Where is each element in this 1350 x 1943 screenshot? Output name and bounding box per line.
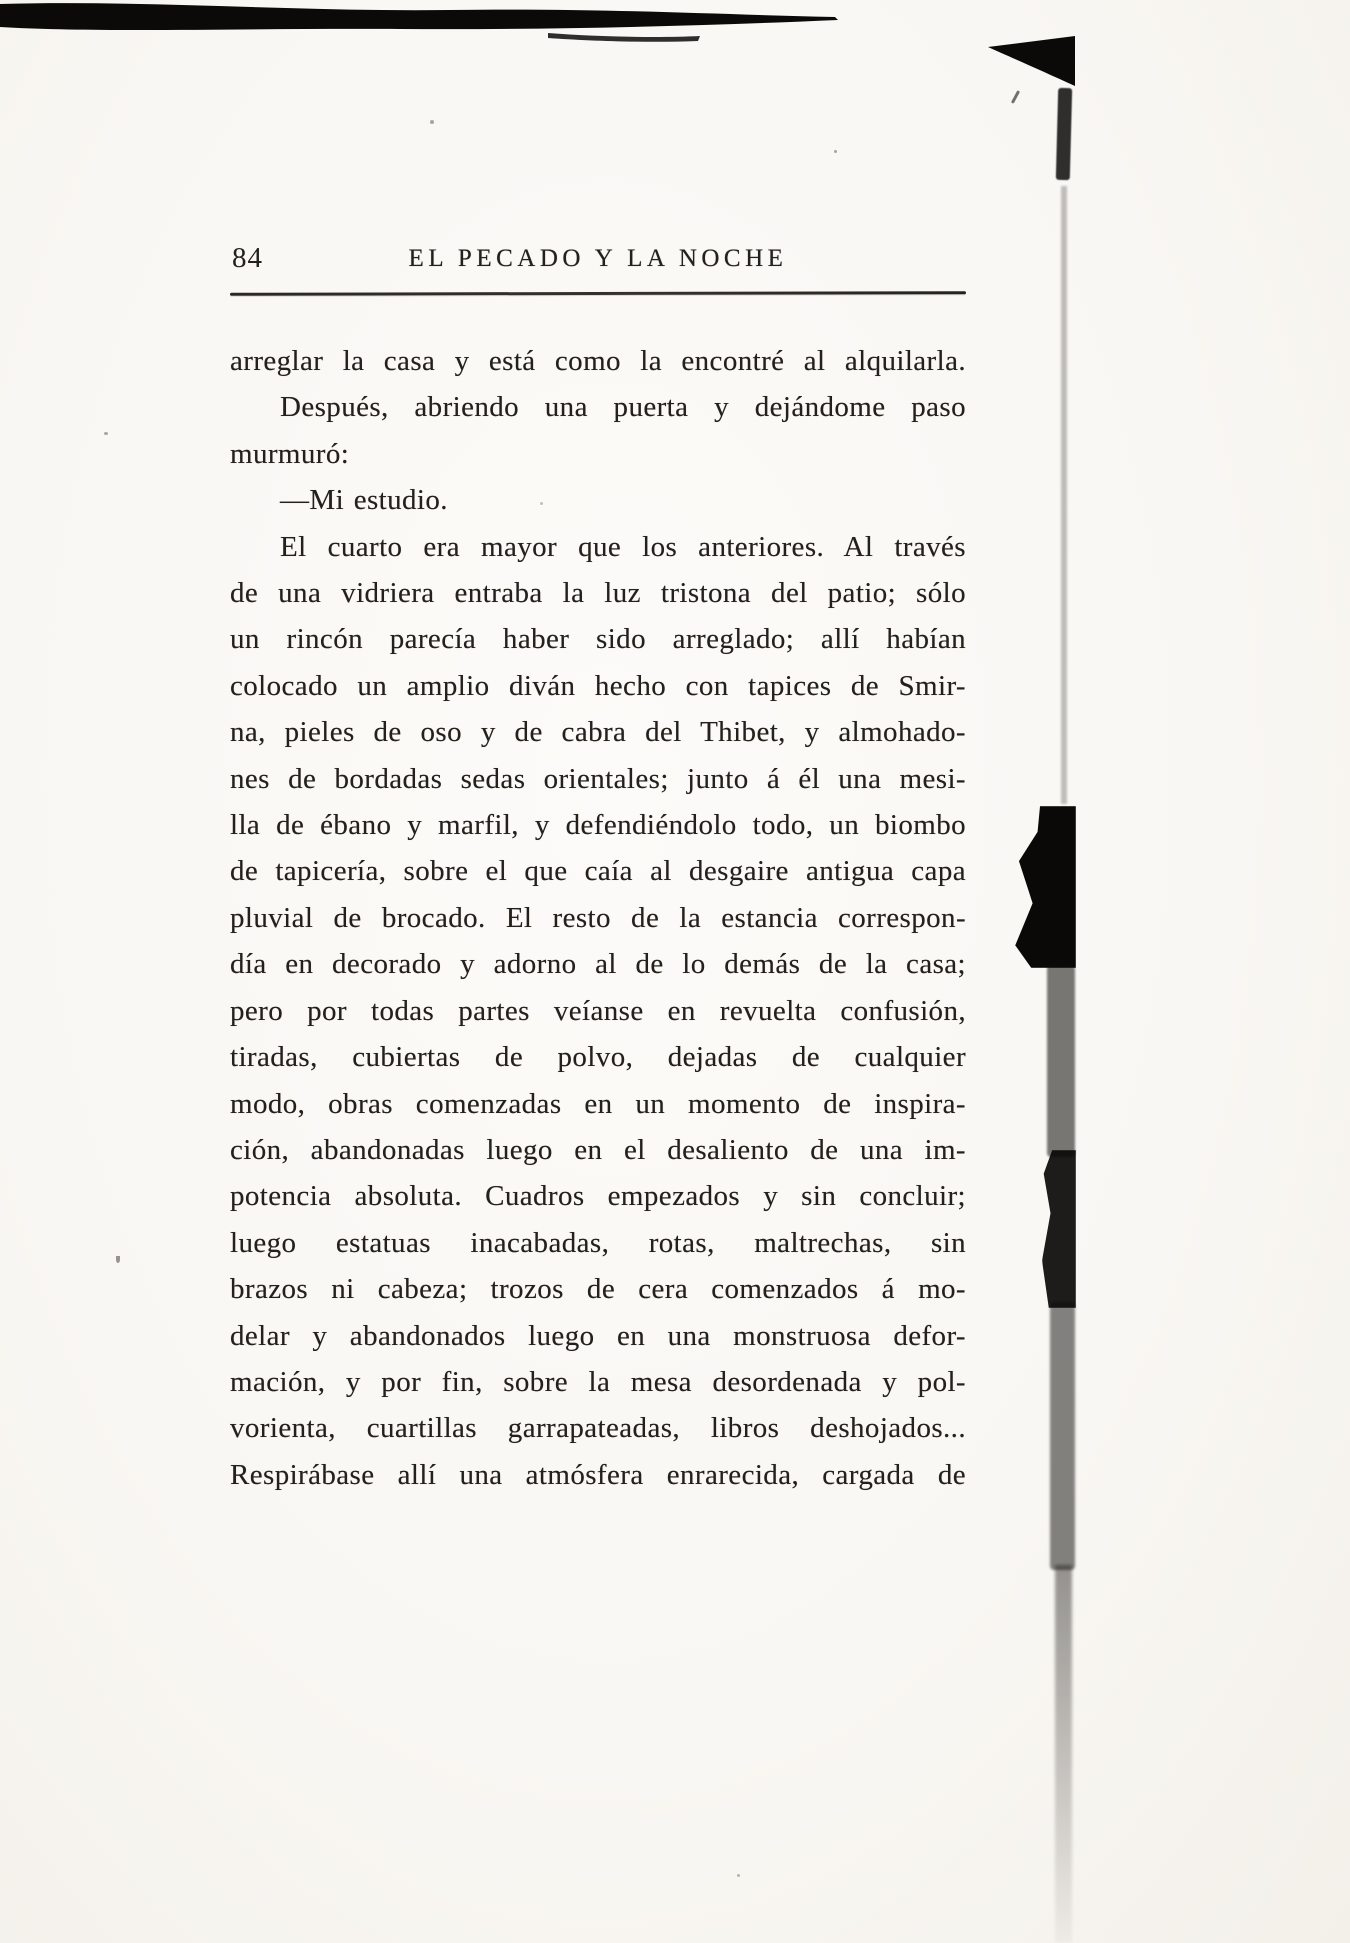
text-line: luego estatuas inacabadas, rotas, maltrechas, sin <box>230 1226 966 1259</box>
dust-speck <box>430 120 434 124</box>
text-line: día en decorado y adorno al de lo demás de la casa; <box>230 948 966 981</box>
text-line: modo, obras comenzadas en un momento de inspira- <box>230 1087 966 1120</box>
text-line: tiradas, cubiertas de polvo, dejadas de cualquier <box>230 1041 966 1074</box>
scan-artifact-top-band <box>0 0 1350 110</box>
text-line: un rincón parecía haber sido arreglado; allí habían <box>230 623 966 656</box>
running-title: EL PECADO Y LA NOCHE <box>408 245 788 272</box>
text-line: brazos ni cabeza; trozos de cera comenzados á mo- <box>230 1273 966 1306</box>
dust-speck <box>104 432 108 435</box>
dust-speck <box>116 1256 120 1263</box>
page-number: 84 <box>232 242 263 274</box>
page-header <box>230 240 966 292</box>
text-line: potencia absoluta. Cuadros empezados y sin concluir; <box>230 1180 966 1213</box>
body-text <box>230 338 966 1498</box>
dust-speck <box>737 1874 740 1877</box>
text-line: ción, abandonadas luego en el desaliento de una im- <box>230 1133 966 1166</box>
scan-artifact-right-strip <box>1050 1302 1075 1570</box>
text-line: murmuró: <box>230 437 350 470</box>
text-line: Después, abriendo una puerta y dejándome paso <box>280 391 966 424</box>
text-line: pero por todas partes veíanse en revuelta confusión, <box>230 994 966 1027</box>
text-column <box>230 240 966 1498</box>
header-rule <box>230 291 966 296</box>
dust-speck <box>834 150 837 153</box>
text-line: El cuarto era mayor que los anteriores. Al través <box>280 530 966 563</box>
text-line: na, pieles de oso y de cabra del Thibet, y almohado- <box>230 716 966 749</box>
scan-artifact-right-fade <box>1055 1565 1072 1943</box>
text-line: vorienta, cuartillas garrapateadas, libros deshojados... <box>230 1412 966 1445</box>
text-line: Respirábase allí una atmósfera enrarecida, cargada de <box>230 1458 966 1491</box>
text-line: mación, y por fin, sobre la mesa desordenada y pol- <box>230 1365 966 1398</box>
text-line: de una vidriera entraba la luz tristona del patio; sólo <box>230 577 966 610</box>
scan-artifact-right-line <box>1061 186 1067 804</box>
text-line: lla de ébano y marfil, y defendiéndolo todo, un biombo <box>230 809 966 842</box>
text-line: nes de bordadas sedas orientales; junto á él una mesi- <box>230 762 966 795</box>
text-line: —Mi estudio. <box>280 484 448 517</box>
text-line: pluvial de brocado. El resto de la estancia correspon- <box>230 901 966 934</box>
text-line: delar y abandonados luego en una monstruosa defor- <box>230 1319 966 1352</box>
scan-artifact-right-streak <box>1056 88 1072 180</box>
text-line: arreglar la casa y está como la encontré al alquilarla. <box>230 345 966 377</box>
scan-artifact-right-blotch <box>1042 1150 1076 1308</box>
text-line: de tapicería, sobre el que caía al desgaire antigua capa <box>230 855 966 888</box>
text-line: colocado un amplio diván hecho con tapices de Smir- <box>230 669 966 702</box>
scan-artifact-right-blotch <box>1014 806 1076 968</box>
scan-artifact-right-strip <box>1047 965 1075 1157</box>
